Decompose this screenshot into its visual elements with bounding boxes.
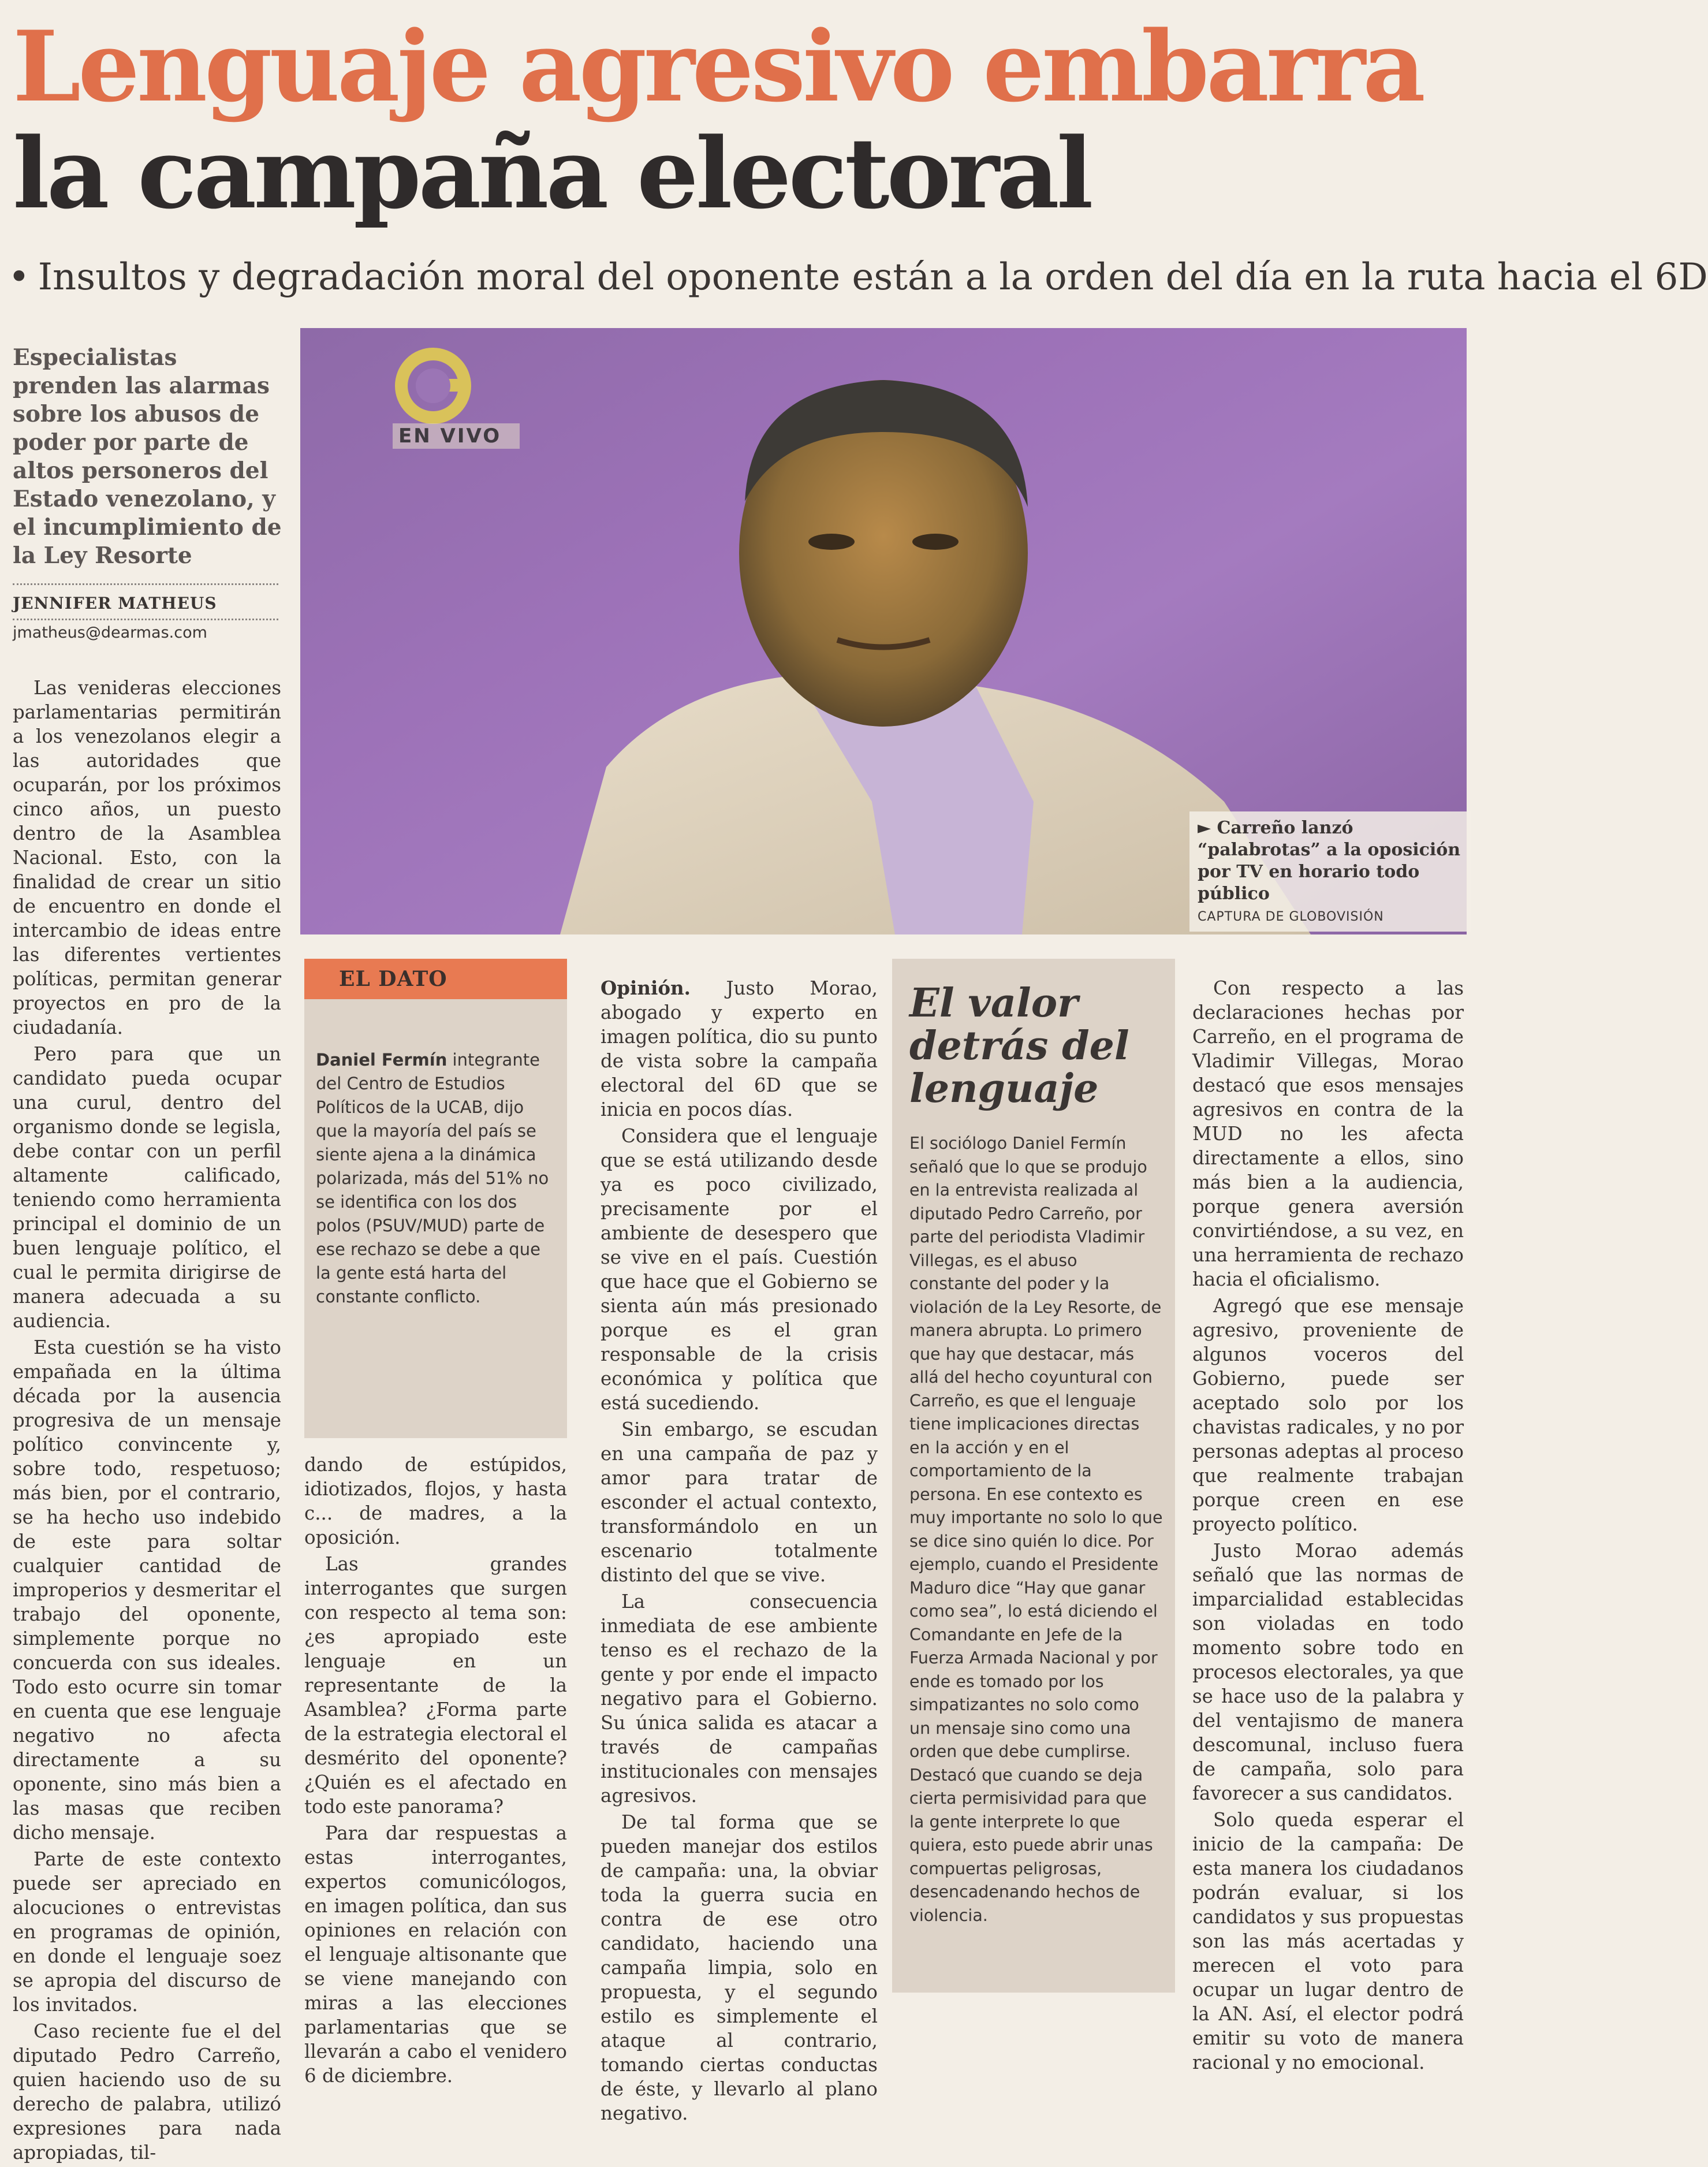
fact-box-body: integrante del Centro de Estudios Políticos de la UCAB, dijo que la mayoría del país se siente ajena a la dinámica polarizada, más del 51% no se identifica con los dos polos (PSUV/MUD) parte de ese rechazo se debe a que la gente está harta del constante conflicto. <box>316 1050 549 1306</box>
paragraph: Esta cuestión se ha visto empañada en la última década por la ausencia progresiva de un mensaje político convincente y, sobre todo, respetuoso; más bien, por el contrario, se ha hecho uso indebido de este para soltar cualquier cantidad de improperios y desmeritar el trabajo del oponente, simplemente porque no concuerda con sus ideales. Todo esto ocurre sin tomar en cuenta que ese lenguaje negativo no afecta directamente a su oponente, sino más bien a las masas que reciben dicho mensaje. <box>13 1336 281 1844</box>
sidebar-text: El sociólogo Daniel Fermín señaló que lo que se produjo en la entrevista realizada al diputado Pedro Carreño, por parte del periodista Vladimir Villegas, es el abuso constante del poder y la violación de la Ley Resorte, de manera abrupta. Lo primero que hay que destacar, más allá del hecho coyuntural con Carreño, es que el lenguaje tiene implicaciones directas en la acción y en el comportamiento de la persona. En ese contexto es muy importante no solo lo que se dice sino quién lo dice. Por ejemplo, cuando el Presidente Maduro dice “Hay que ganar como sea”, lo está diciendo el Comandante en Jefe de la Fuerza Armada Nacional y por ende es tomado por los simpatizantes no solo como un mensaje sino como una orden que debe cumplirse. Destacó que cuando se deja cierta permisividad para que la gente interprete lo que quiera, esto puede abrir unas compuertas peligrosas, desencadenando hechos de violencia. <box>909 1134 1163 1925</box>
caption-text: ► Carreño lanzó “palabrotas” a la oposición por TV en horario todo público <box>1198 818 1461 904</box>
paragraph: dando de estúpidos, idiotizados, flojos, y hasta c... de madres, a la oposición. <box>304 1454 567 1548</box>
paragraph: Justo Morao además señaló que las normas de imparcialidad establecidas son violadas en todo momento sobre todo en procesos electorales, ya que se hace uso de la palabra y del ventajismo de manera descomunal, incluso fuera de campaña, solo para favorecer a sus candidatos. <box>1192 1540 1464 1804</box>
author-name: JENNIFER MATHEUS <box>13 594 217 613</box>
photo-credit: CAPTURA DE GLOBOVISIÓN <box>1198 910 1384 924</box>
bullet-icon: • <box>8 256 30 299</box>
subheadline-text: Insultos y degradación moral del oponente están a la orden del día en la ruta hacia el 6D <box>38 256 1708 299</box>
sidebar-title: El valor detrás del lenguaje <box>909 980 1129 1112</box>
photo-caption <box>1189 811 1471 932</box>
fact-box-text <box>316 1048 555 1309</box>
paragraph: Pero para que un candidato pueda ocupar una curul, dentro del organismo donde se legisla, debe contar con un perfil altamente calificado, teniendo como herramienta principal el dominio de un buen lenguaje político, el cual le permita dirigirse de manera adecuada a su audiencia. <box>13 1043 281 1332</box>
column-5 <box>1192 976 1464 2077</box>
paragraph: Agregó que ese mensaje agresivo, proveniente de algunos voceros del Gobierno, puede ser aceptado solo por los chavistas radicales, y no por personas adeptas al proceso que realmente trabajan porque creen en ese proyecto político. <box>1192 1295 1464 1535</box>
paragraph: Opinión. Justo Morao, abogado y experto en imagen política, dio su punto de vista sobre la campaña electoral del 6D que se inicia en pocos días. <box>601 977 878 1120</box>
headline-line-1: Lenguaje agresivo embarra <box>13 9 1423 124</box>
fact-box-title: EL DATO <box>339 967 447 991</box>
paragraph: Solo queda esperar el inicio de la campaña: De esta manera los ciudadanos podrán evaluar, si los candidatos y sus propuestas son las más acertadas y merecen el voto para ocupar un lugar dentro de la AN. Así, el elector podrá emitir su voto de manera racional y no emocional. <box>1192 1809 1464 2073</box>
headline-line-2: la campaña electoral <box>13 116 1091 230</box>
column-3 <box>601 976 878 2128</box>
paragraph: Para dar respuestas a estas interrogantes, expertos comunicólogos, en imagen política, dan sus opiniones en relación con el lenguaje altisonante que se viene manejando con miras a las elecciones parlamentarias que se llevarán a cabo el venidero 6 de diciembre. <box>304 1822 567 2087</box>
tv-channel-logo <box>387 345 479 426</box>
column-2 <box>304 1453 567 2090</box>
author-email[interactable]: jmatheus@dearmas.com <box>13 619 278 643</box>
sidebar-box <box>892 959 1175 1993</box>
live-badge: EN VIVO <box>393 423 520 449</box>
column-1 <box>13 676 281 2167</box>
paragraph: Las venideras elecciones parlamentarias permitirán a los venezolanos elegir a las autoridades que ocuparán, por los próximos cinco años, un puesto dentro de la Asamblea Nacional. Esto, con la finalidad de crear un sitio de encuentro en donde el intercambio de ideas entre las diferentes vertientes políticas, permitan generar proyectos en pro de la ciudadanía. <box>13 677 281 1038</box>
paragraph: La consecuencia inmediata de ese ambiente tenso es el rechazo de la gente y por ende el impacto negativo para el Gobierno. Su única salida es atacar a través de campañas institucionales con mensajes agresivos. <box>601 1591 878 1807</box>
paragraph: Caso reciente fue el del diputado Pedro Carreño, quien haciendo uso de su derecho de palabra, utilizó expresiones para nada apropiadas, til- <box>13 2020 281 2164</box>
paragraph: Las grandes interrogantes que surgen con respecto al tema son: ¿es apropiado este lenguaje en un representante de la Asamblea? ¿Forma parte de la estrategia electoral el desmérito del oponente? ¿Quién es el afectado en todo este panorama? <box>304 1553 567 1818</box>
paragraph: Sin embargo, se escudan en una campaña de paz y amor para tratar de esconder el actual contexto, transformándolo en un escenario totalmente distinto del que se vive. <box>601 1418 878 1586</box>
paragraph: Considera que el lenguaje que se está utilizando desde ya es poco civilizado, precisamente por el ambiente de desespero que se vive en el país. Cuestión que hace que el Gobierno se sienta aún más presionado porque es el gran responsable de la crisis económica y política que está sucediendo. <box>601 1125 878 1414</box>
paragraph: De tal forma que se pueden manejar dos estilos de campaña: una, la obviar toda la guerra sucia en contra de ese otro candidato, haciendo una campaña limpia, solo en propuesta, y el segundo estilo es simplemente el ataque al contrario, tomando ciertas conductas de éste, y llevarlo al plano negativo. <box>601 1811 878 2124</box>
opinion-label: Opinión. <box>601 977 691 999</box>
fact-box <box>304 959 567 1438</box>
paragraph: Con respecto a las declaraciones hechas por Carreño, en el programa de Vladimir Villegas, Morao destacó que esos mensajes agresivos en contra de la MUD no les afecta directamente a ellos, sino más bien a la audiencia, porque genera aversión convirtiéndose, a su vez, en una herramienta de rechazo hacia el oficialismo. <box>1192 977 1464 1290</box>
lead-summary: Especialistas prenden las alarmas sobre los abusos de poder por parte de altos personeros del Estado venezolano, y el incumplimiento de la Ley Resorte <box>13 344 282 569</box>
subheadline <box>8 254 1708 300</box>
paragraph: Parte de este contexto puede ser apreciado en alocuciones o entrevistas en programas de opinión, en donde el lenguaje soez se apropia del discurso de los invitados. <box>13 1848 281 2016</box>
fact-box-name: Daniel Fermín <box>316 1050 447 1070</box>
byline <box>13 583 278 643</box>
